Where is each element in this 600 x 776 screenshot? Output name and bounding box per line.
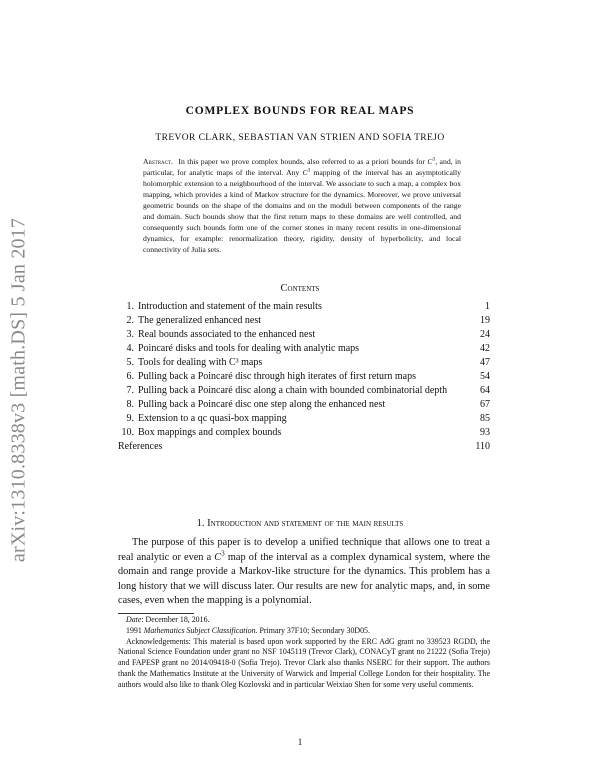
page-number: 1 xyxy=(297,737,303,747)
toc-entry[interactable] xyxy=(118,328,490,342)
toc-entry[interactable] xyxy=(118,370,490,384)
toc-entry-page: 93 xyxy=(480,427,490,438)
footnote-msc-value: Primary 37F10; Secondary 30D05. xyxy=(259,625,370,635)
toc-entry-title: Box mappings and complex bounds xyxy=(138,427,282,438)
footnote-msc xyxy=(118,626,490,637)
intro-c-exponent: 3 xyxy=(221,549,225,558)
toc-entry-references[interactable] xyxy=(118,440,490,454)
toc-entry-page: 64 xyxy=(480,385,490,396)
toc-entry-page: 110 xyxy=(475,441,490,452)
section-title: Introduction and statement of the main results xyxy=(207,518,404,529)
toc-entry-title: Tools for dealing with C³ maps xyxy=(138,357,263,368)
toc-entry-number: 2. xyxy=(126,315,134,326)
toc-entry[interactable] xyxy=(118,314,490,328)
abstract-text-a: In this paper we prove complex bounds, also referred to as a priori bounds for xyxy=(178,157,425,166)
toc-entry-title: Pulling back a Poincaré disc along a chain with bounded combinatorial depth xyxy=(138,385,448,396)
toc-entry-number: 1. xyxy=(126,301,134,312)
toc-entry-page: 1 xyxy=(485,301,490,312)
paper-authors: TREVOR CLARK, SEBASTIAN VAN STRIEN AND SOFIA TREJO xyxy=(155,133,445,143)
arxiv-identifier-stamp xyxy=(4,210,34,570)
footnote-msc-label: Mathematics Subject Classification. xyxy=(143,625,258,635)
toc-entry-title: Extension to a qc quasi-box mapping xyxy=(138,413,287,424)
footnote-date xyxy=(118,615,490,626)
toc-entry-page: 67 xyxy=(480,399,490,410)
toc-entry[interactable] xyxy=(118,356,490,370)
toc-entry-number: 6. xyxy=(126,371,134,382)
footnote-rule xyxy=(118,613,194,614)
abstract-c-exponent: 3 xyxy=(432,156,436,163)
intro-text-b: map of the interval as a complex dynamical system, where the domain and range provide a Markov-like structure for the dynamics. This problem has a long history that we will discuss later. Our results are new for analytic maps, and, in some cases, even when the mapping is a polynomial. xyxy=(118,551,491,606)
toc-entry-page: 19 xyxy=(480,315,490,326)
toc-entry-number: 8. xyxy=(126,399,134,410)
toc-entry[interactable] xyxy=(118,342,490,356)
abstract-label: Abstract. xyxy=(143,157,173,166)
toc-entry-number: 9. xyxy=(126,413,134,424)
toc-entry[interactable] xyxy=(118,412,490,426)
toc-entry[interactable] xyxy=(118,384,490,398)
toc-entry[interactable] xyxy=(118,426,490,440)
table-of-contents xyxy=(118,300,490,454)
toc-entry-number: 10. xyxy=(121,427,134,438)
abstract-c-symbol-2: C xyxy=(302,168,308,177)
toc-entry-title: References xyxy=(118,441,163,452)
intro-text-a: The purpose of this paper is to develop a unified technique that allows one to treat a real analytic or even a xyxy=(118,537,490,563)
section-heading xyxy=(0,518,600,529)
abstract-text-b: , and, in particular, for analytic maps of the interval. Any xyxy=(143,157,461,177)
toc-entry-page: 54 xyxy=(480,371,490,382)
toc-entry-page: 42 xyxy=(480,343,490,354)
toc-entry-page: 47 xyxy=(480,357,490,368)
toc-entry-title: Pulling back a Poincaré disc one step along the enhanced nest xyxy=(138,399,386,410)
paper-title: COMPLEX BOUNDS FOR REAL MAPS xyxy=(185,105,415,117)
toc-entry-title: The generalized enhanced nest xyxy=(138,315,261,326)
toc-entry[interactable] xyxy=(118,398,490,412)
toc-entry-title: Real bounds associated to the enhanced nest xyxy=(138,329,316,340)
toc-entry-title: Introduction and statement of the main results xyxy=(138,301,322,312)
abstract-text-c: mapping of the interval has an asymptotically holomorphic extension to a neighbourhood of the interval. We associate to such a map, a complex box mapping, which provides a kind of Markov structure for the dynamics. Moreover, we prove universal geometric bounds on the shape of the domains and on the moduli between components of the range and domain. Such bounds show that the first return maps to these domains are well controlled, and consequently such bounds form one of the corner stones in many recent results in one-dimensional dynamics, for example: renormalization theory, rigidity, density of hyperbolicity, and local connectivity of Julia sets. xyxy=(143,168,461,254)
abstract xyxy=(143,156,461,255)
arxiv-identifier-text: arXiv:1310.8338v3 [math.DS] 5 Jan 2017 xyxy=(7,217,30,563)
footnotes xyxy=(118,615,490,691)
footnote-acknowledgements: Acknowledgements: This material is based upon work supported by the ERC AdG grant no 339523 RGDD, the National Science Foundation under grant no NSF 1045119 (Trevor Clark), CONACyT grant no 21222 (Sofia Trejo) and FAPESP grant no 2014/09418-0 (Sofia Trejo). Trevor Clark also thanks NSERC for their support. The authors thank the Mathematics Institute at the University of Warwick and Imperial College London for their hospitality. The authors would also like to thank Oleg Kozlovski and in particular Weixiao Shen for some very useful comments. xyxy=(118,636,490,689)
abstract-c-exponent-2: 3 xyxy=(307,167,311,174)
footnote-date-label: Date xyxy=(126,615,142,624)
toc-entry[interactable] xyxy=(118,300,490,314)
section-number: 1. xyxy=(196,518,205,529)
toc-entry-number: 5. xyxy=(126,357,134,368)
toc-entry-number: 4. xyxy=(126,343,134,354)
toc-entry-number: 3. xyxy=(126,329,134,340)
intro-c-symbol: C xyxy=(214,551,222,563)
footnote-date-value: : December 18, 2016. xyxy=(141,615,210,624)
footnote-msc-prefix: 1991 xyxy=(126,625,142,635)
toc-entry-page: 85 xyxy=(480,413,490,424)
toc-entry-title: Pulling back a Poincaré disc through high iterates of first return maps xyxy=(138,371,416,382)
intro-paragraph xyxy=(118,536,490,609)
toc-entry-page: 24 xyxy=(480,329,490,340)
toc-entry-title: Poincaré disks and tools for dealing with analytic maps xyxy=(138,343,360,354)
abstract-c-symbol: C xyxy=(427,157,433,166)
contents-heading: Contents xyxy=(280,283,320,294)
toc-entry-number: 7. xyxy=(126,385,134,396)
